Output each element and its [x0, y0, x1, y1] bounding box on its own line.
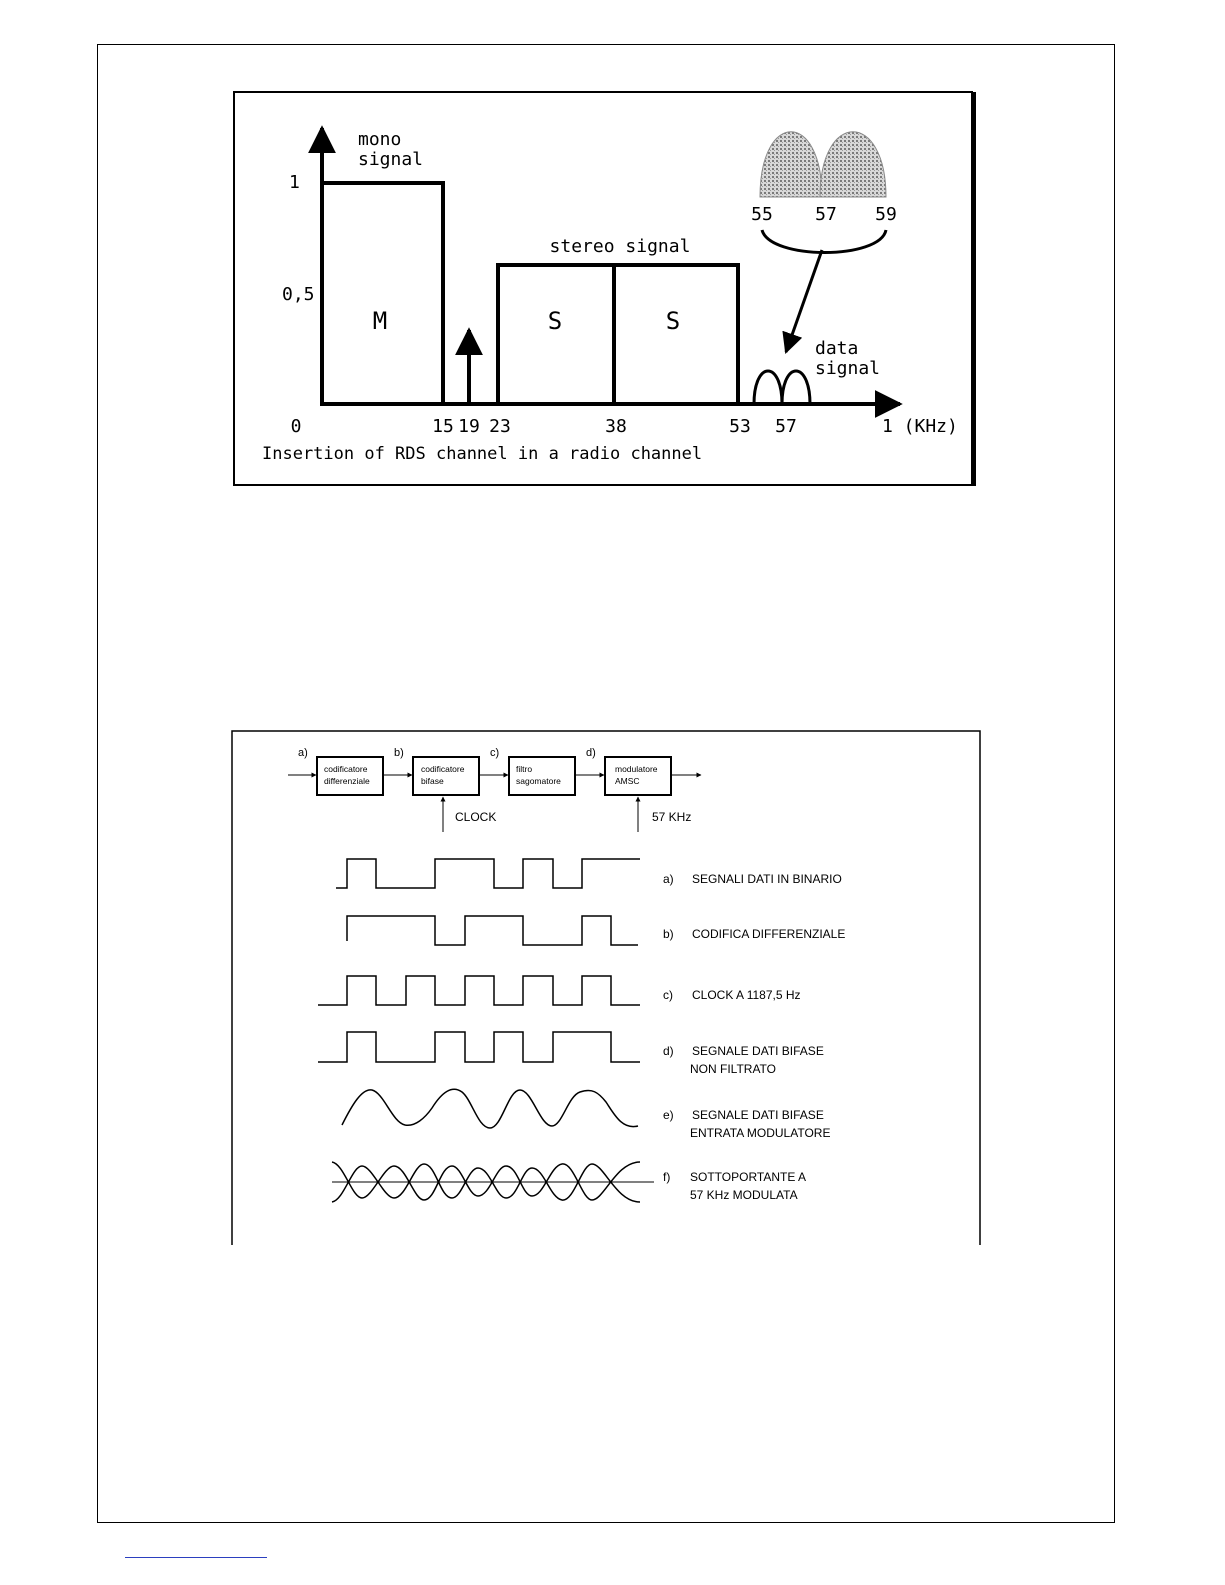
x-tick-15: 15 — [432, 416, 454, 437]
stage-tag-b: b) — [394, 747, 404, 759]
x-tick-38: 38 — [605, 416, 627, 437]
x-tick-53: 53 — [729, 416, 751, 437]
rds-spectrum-figure — [234, 92, 974, 486]
inset-tick-59: 59 — [875, 204, 897, 225]
block-a-line1: codificatore — [324, 764, 368, 774]
clock-label: CLOCK — [455, 810, 497, 824]
wave-e-label-line1: SEGNALE DATI BIFASE — [692, 1108, 824, 1122]
waveform-biphase-unfiltered — [318, 1032, 640, 1062]
stereo-block-label-1: S — [547, 307, 563, 335]
waveform-differential-coding — [347, 916, 638, 945]
block-b-line2: bifase — [421, 776, 444, 786]
x-tick-23: 23 — [489, 416, 511, 437]
inset-tick-57: 57 — [815, 204, 837, 225]
waveform-binary-data — [336, 859, 640, 888]
mono-signal-block — [322, 183, 443, 404]
mono-block-label: M — [372, 307, 388, 335]
wave-c-label: CLOCK A 1187,5 Hz — [692, 988, 801, 1002]
block-d-line2: AMSC — [615, 776, 640, 786]
stereo-block-label-2: S — [665, 307, 681, 335]
stereo-signal-label: stereo signal — [549, 236, 691, 257]
figure1-caption: Insertion of RDS channel in a radio channel — [262, 444, 703, 464]
wave-e-tag: e) — [663, 1108, 674, 1122]
data-label-line2: signal — [815, 358, 881, 379]
block-c-line1: filtro — [516, 764, 533, 774]
waveform-clock — [318, 976, 640, 1005]
figure2-frame — [232, 731, 980, 1245]
wave-f-tag: f) — [663, 1170, 671, 1184]
waveform-biphase-filtered — [342, 1089, 638, 1128]
inset-lobe-right — [820, 132, 886, 197]
wave-e-label-line2: ENTRATA MODULATORE — [690, 1126, 831, 1140]
carrier-label: 57 KHz — [652, 810, 692, 824]
stage-tag-d: d) — [586, 747, 596, 759]
rds-encoder-figure — [232, 731, 980, 1245]
wave-c-tag: c) — [663, 988, 673, 1002]
y-axis-label-line2: signal — [358, 149, 424, 170]
wave-a-label: SEGNALI DATI IN BINARIO — [692, 872, 842, 886]
y-axis-label-line1: mono — [358, 129, 402, 150]
block-a-line2: differenziale — [324, 776, 370, 786]
subcarrier-lower-envelope — [332, 1164, 640, 1202]
stage-tag-c: c) — [490, 747, 500, 759]
block-b-line1: codificatore — [421, 764, 465, 774]
stage-tag-a: a) — [298, 747, 308, 759]
wave-d-tag: d) — [663, 1044, 674, 1058]
inset-pointer-arrow — [786, 250, 822, 352]
block-d-line1: modulatore — [615, 764, 658, 774]
y-tick-1: 1 — [289, 172, 300, 193]
data-label-line1: data — [815, 338, 859, 359]
wave-a-tag: a) — [663, 872, 674, 886]
x-tick-57: 57 — [775, 416, 797, 437]
inset-tick-55: 55 — [751, 204, 773, 225]
wave-f-label-line1: SOTTOPORTANTE A — [690, 1170, 807, 1184]
data-signal-spectrum — [754, 371, 810, 404]
wave-d-label-line1: SEGNALE DATI BIFASE — [692, 1044, 824, 1058]
x-tick-19: 19 — [458, 416, 480, 437]
wave-f-label-line2: 57 KHz MODULATA — [690, 1188, 798, 1202]
inset-lobe-left — [760, 132, 822, 197]
wave-b-tag: b) — [663, 927, 674, 941]
wave-b-label: CODIFICA DIFFERENZIALE — [692, 927, 846, 941]
inset-brace — [762, 230, 886, 253]
wave-d-label-line2: NON FILTRATO — [690, 1062, 777, 1076]
x-axis-label: 1 (KHz) — [882, 416, 958, 437]
block-c-line2: sagomatore — [516, 776, 561, 786]
x-tick-0: 0 — [290, 416, 302, 437]
y-tick-0-5: 0,5 — [282, 284, 315, 305]
